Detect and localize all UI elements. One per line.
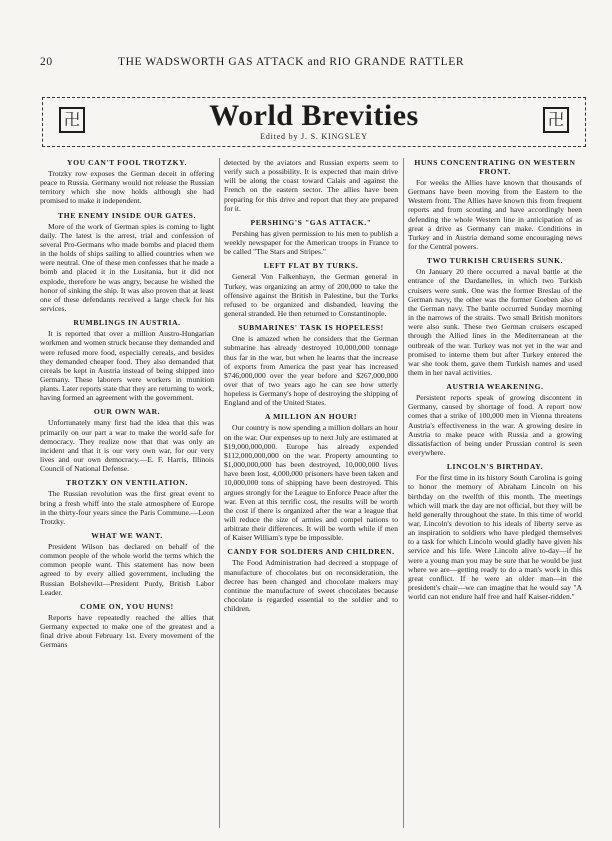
swastika-ornament-icon: 卍 [543, 107, 569, 133]
article-body: More of the work of German spies is coming to light daily. The latest is the arrest, trial and confession of several Pro-Germans who made bombs and placed them in the holds of ships sailing to allied countries when we were neutral. One of these men confesses that he made a bomb and placed it in the Lusitania, but it did not explode, therefore he was angry, because he wished the honor of sinking the ship. It was also proven that at least one of these defendants received a large check for his services. [40, 221, 214, 314]
article-headline: TWO TURKISH CRUISERS SUNK. [426, 256, 564, 266]
section-banner [42, 97, 586, 147]
article-body: It is reported that over a million Austro-Hungarian workmen and women struck because they demanded and were refused more food, especially cereals, and besides they demanded cheaper food. They also demanded that cereals be kept in Austria instead of being shipped into Germany. These laborers were workers in munition plants. Later reports state that they are returning to work, having formed an agreement with the government. [40, 329, 214, 403]
article-body: Unfortunately many first had the idea that this was primarily on our part a war to make the world safe for democracy. They realize now that that was only an incident and that it is our very own war, for our very lives and our own democracy.—E. F. Harris, Illinois Council of National Defense. [40, 418, 214, 474]
article-body: The Russian revolution was the first great event to bring a fresh whiff into the stale atmosphere of Europe in the thirty-four years since the Paris Commune.—Leon Trotzky. [40, 489, 214, 526]
article-headline: A MILLION AN HOUR! [264, 412, 358, 422]
article [224, 158, 398, 213]
article [408, 256, 582, 377]
article-body: Reports have repeatedly reached the allies that Germany expected to make one of the greatest and a final drive about February 1st. Every movement of the Germans [40, 612, 214, 650]
article [40, 158, 214, 206]
article-body: Trotzky row exposes the German deceit in offering peace to Russia. Germany would not release the Russian territory which she now holds although she had promised to make it independent. [40, 169, 214, 206]
article-body: President Wilson has declared on behalf of the common people of the whole world the terms which the common people want. This statement has now been agreed to by every allied government, including the Russian Bolshevikt—President Purdy, British Labor Leader. [40, 542, 214, 597]
article [40, 602, 214, 650]
article [224, 412, 398, 542]
article [408, 382, 582, 457]
article-headline: CANDY FOR SOLDIERS AND CHILDREN. [227, 547, 395, 557]
article-headline: SUBMARINES' TASK IS HOPELESS! [238, 323, 384, 333]
article [408, 158, 582, 251]
article [408, 462, 582, 601]
column-3 [408, 158, 582, 828]
article-headline: LINCOLN'S BIRTHDAY. [446, 462, 544, 472]
article-body: The Food Administration had decreed a stoppage of manufacture of chocolates but on reconsideration, the decree has been changed and chocolate makers may continue the manufacture of sweet chocolates because chocolate is regarded essential to the soldier and to children. [224, 558, 398, 614]
page-number: 20 [40, 56, 53, 68]
article-headline: HUNS CONCENTRATING ON WESTERN FRONT. [414, 158, 576, 176]
article [40, 211, 214, 314]
article-body: Pershing has given permission to his men to publish a weekly newspaper for the American troops in France to be called "The Stars and Stripes." [224, 228, 398, 257]
article [224, 218, 398, 256]
column-1 [40, 158, 214, 828]
article-headline: LEFT FLAT BY TURKS. [263, 261, 359, 271]
article-headline: AUSTRIA WEAKENING. [446, 382, 544, 392]
article [224, 547, 398, 613]
column-2 [224, 158, 398, 828]
column-divider [219, 158, 220, 828]
article [224, 261, 398, 318]
article-headline: RUMBLINGS IN AUSTRIA. [73, 318, 181, 328]
article-body: Our country is now spending a million dollars an hour on the war. Our expenses up to next July are estimated at $19,000,000,000. Europe has already expended $112,000,000,000 on the war. Property amounting to $1,000,000,000 has been destroyed, 10,000,000 lives have been lost, 4,000,000 prisoners have been taken and 10,000,000 tons of shipping have been destroyed. This argues strongly for the League to Enforce Peace after the war. Even at this terrific cost, the results will be worth the cost if there is organized after the war a league that will reduce the size of armies and compel nations to arbitrate their differences. It will be worth while if men of Kaiser William's type be impossible. [224, 423, 398, 543]
running-header [40, 56, 572, 70]
article-headline: YOU CAN'T FOOL TROTZKY. [67, 158, 187, 167]
article-columns [40, 158, 584, 828]
article-headline: COME ON, YOU HUNS! [80, 601, 174, 611]
article-headline: OUR OWN WAR. [93, 407, 161, 417]
article-headline: WHAT WE WANT. [91, 531, 163, 540]
article-body: General Von Falkenhayn, the German general in Turkey, was organizing an army of 200,000 to take the offensive against the British in Palestine, but the Turks refused to be organized and disbanded, leaving the general stranded. He then returned to Constantinople. [224, 272, 398, 319]
article-body: For weeks the Allies have known that thousands of Germans have been moving from the Eastern to the Western front. The Allies have known this from frequent reports and from scouting and have accordingly been defending the whole Western line in anticipation of as great a drive as Germany can make. Conditions in Turkey and in Austria demand some encouraging news for the Central powers. [408, 178, 582, 252]
swastika-ornament-icon: 卍 [59, 107, 85, 133]
article-body: Persistent reports speak of growing discontent in Germany, caused by shortage of food. A report now comes that a strike of 100,000 men in Vienna threatens Austria's effectiveness in the war. A growing desire in Austria to make peace with Russia and a growing dissatisfaction of being under Prussian control is seen everywhere. [408, 393, 582, 458]
article-body: detected by the aviators and Russian experts seem to verify such a possibility. It is expected that main drive will be along the coast toward Calais and against the French on the eastern sector. The allies have been preparing for this drive and report that they are prepared for it. [224, 158, 398, 213]
section-title: World Brevities [209, 99, 419, 132]
article [40, 318, 214, 402]
article-headline: THE ENEMY INSIDE OUR GATES. [58, 210, 196, 220]
article-body: On January 20 there occurred a naval battle at the entrance of the Dardanelles, in which two Turkish cruisers were sunk. One was the former Breslau of the German navy, the other was the former Goeben also of the German navy. The battle occurred Sunday morning in the narrows of the straits. Two small British monitors were also sunk. These two German cruisers escaped through the Allied lines in the Mediterranean at the outbreak of the war. Turkey was not yet in the war and promised to interne them but after Turkey entered the war she took them, gave them Turkish names and used them in her naval activities. [408, 267, 582, 377]
editor-credit: Edited by J. S. KINGSLEY [260, 132, 368, 141]
article [40, 407, 214, 473]
article [40, 478, 214, 526]
article-headline: PERSHING'S "GAS ATTACK." [250, 217, 372, 227]
publication-title: THE WADSWORTH GAS ATTACK and RIO GRANDE RATTLER [118, 56, 465, 68]
article [40, 531, 214, 597]
article-headline: TROTZKY ON VENTILATION. [66, 478, 188, 488]
article-body: One is amazed when he considers that the German submarine has already destroyed 10,000,000 tonnage thus far in the war, but when he learns that the increase of exports from America the past year has increased $746,000,000 over the year before and $267,000,000 over that of two years ago he can see how utterly hopeless is Germany's hope of destroying the shipping of England and of the United States. [224, 334, 398, 408]
article [224, 323, 398, 407]
article-body: For the first time in its history South Carolina is going to honor the memory of Abraham Lincoln on his birthday on the twelfth of this month. The meetings which will mark the day are not official, but they will be held generally throughout the state. In this time of world war, Lincoln's devotion to his ideals of liberty serve as an inspiration to soldiers who have pledged themselves to a task for which Lincoln would gladly have given his service and his life. Were Lincoln alive to-day—if he were a young man you may be sure that he would be just where we are—getting ready to do a man's work in this great conflict. If he were an older man—in the president's chair—we can imagine that he would say "A world can not endure half free and half Kaiser-ridden." [408, 473, 582, 602]
column-divider [403, 158, 404, 828]
